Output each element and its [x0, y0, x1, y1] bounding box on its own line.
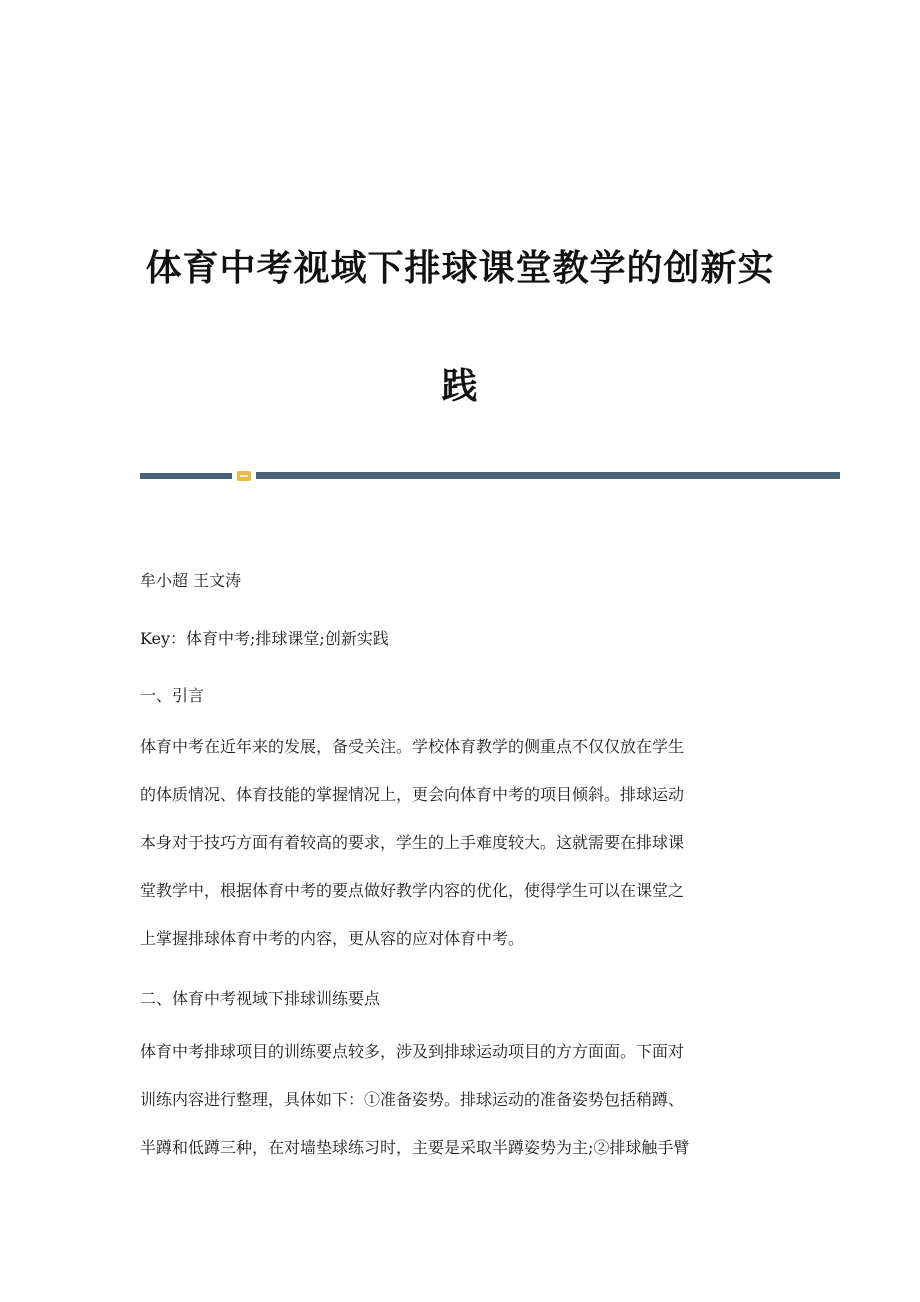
section-heading-intro: 一、引言: [140, 686, 205, 705]
paragraph-line: 体育中考排球项目的训练要点较多，涉及到排球运动项目的方方面面。下面对: [140, 1042, 685, 1061]
paragraph-line: 训练内容进行整理，具体如下：①准备姿势。排球运动的准备姿势包括稍蹲、: [140, 1090, 685, 1109]
paragraph-line: 堂教学中，根据体育中考的要点做好教学内容的优化，使得学生可以在课堂之: [140, 881, 685, 900]
paragraph-line: 体育中考在近年来的发展，备受关注。学校体育教学的侧重点不仅仅放在学生: [140, 737, 685, 756]
paragraph-line: 本身对于技巧方面有着较高的要求，学生的上手难度较大。这就需要在排球课: [140, 833, 685, 852]
section-paragraph-intro: [140, 723, 780, 963]
keywords: Key：体育中考;排球课堂;创新实践: [140, 629, 389, 648]
title-line-1: 体育中考视域下排球课堂教学的创新实: [145, 248, 775, 289]
paragraph-line: 半蹲和低蹲三种，在对墙垫球练习时，主要是采取半蹲姿势为主;②排球触手臂: [140, 1138, 690, 1157]
paragraph-line: 上掌握排球体育中考的内容，更从容的应对体育中考。: [140, 929, 525, 948]
section-heading-training: 二、体育中考视域下排球训练要点: [140, 989, 381, 1008]
authors: 牟小超 王文涛: [140, 571, 242, 590]
title-line-2: 践: [441, 366, 479, 407]
divider-bar-right: [256, 472, 840, 479]
document-title: [120, 210, 800, 446]
divider-badge-icon: [237, 471, 251, 481]
title-divider: [140, 471, 840, 481]
divider-bar-left: [140, 473, 232, 479]
section-paragraph-training: [140, 1028, 780, 1172]
paragraph-line: 的体质情况、体育技能的掌握情况上，更会向体育中考的项目倾斜。排球运动: [140, 785, 685, 804]
